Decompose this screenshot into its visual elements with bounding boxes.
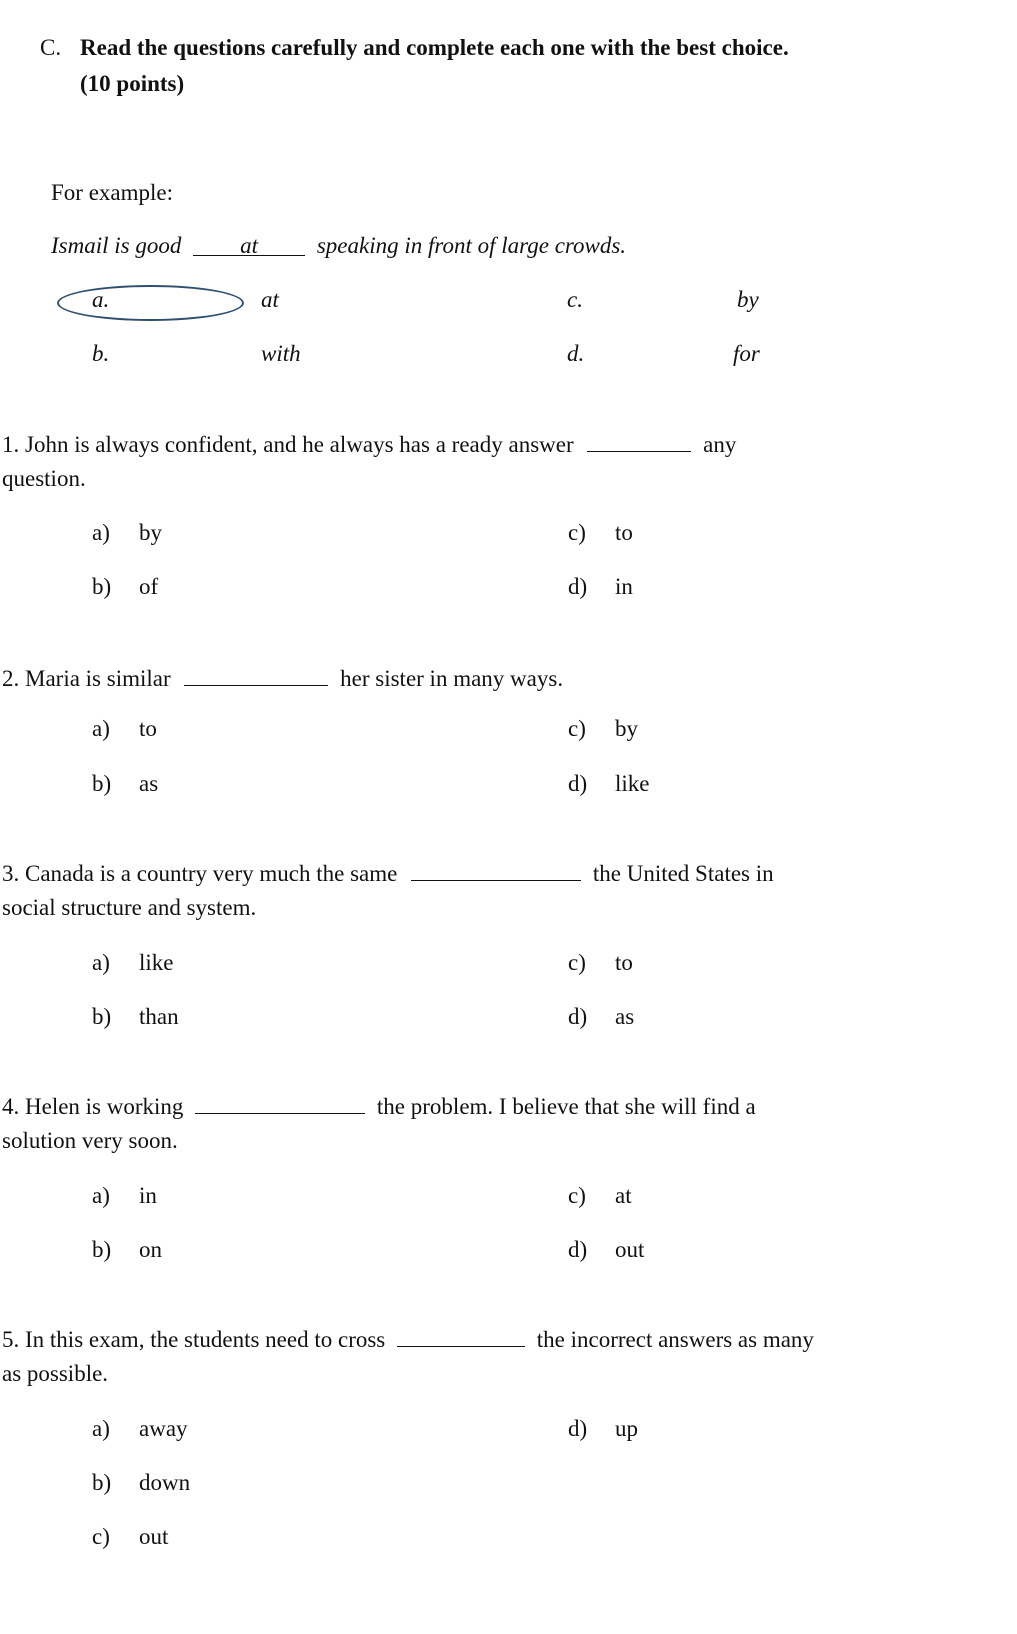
q5-option-a-text[interactable]: away [139,1416,188,1441]
q2-option-d-text[interactable]: like [615,771,650,796]
question-4-blank[interactable] [195,1092,365,1114]
q1-option-d-letter: d) [568,574,588,599]
section-points: (10 points) [80,71,185,96]
q5-option-c-text[interactable]: out [139,1524,169,1549]
example-option-b-letter: b. [92,341,110,366]
q1-option-d-text[interactable]: in [615,574,633,599]
q1-option-a-text[interactable]: by [139,520,162,545]
q5-option-c-letter: c) [92,1524,110,1549]
question-5 [2,1325,814,1351]
question-2 [2,664,563,690]
q1-option-a-letter: a) [92,520,110,545]
q3-option-d-letter: d) [568,1004,588,1029]
example-option-d-letter: d. [567,341,585,366]
q3-option-a-text[interactable]: like [139,950,174,975]
section-instruction: Read the questions carefully and complete each one with the best choice. [80,35,789,60]
q5-option-b-text[interactable]: down [139,1470,191,1495]
question-5-part1: 5. In this exam, the students need to cross [2,1327,386,1352]
q5-option-a-letter: a) [92,1416,110,1441]
q5-option-b-letter: b) [92,1470,112,1495]
example-option-d-text: for [733,341,760,366]
question-3-blank[interactable] [411,859,581,881]
example-option-a-letter: a. [92,287,110,312]
example-answer-blank [193,234,305,256]
question-2-blank[interactable] [184,664,328,686]
q4-option-c-text[interactable]: at [615,1183,632,1208]
question-1-line2: question. [2,466,86,491]
q5-option-d-text[interactable]: up [615,1416,638,1441]
q2-option-b-letter: b) [92,771,112,796]
q4-option-b-text[interactable]: on [139,1237,162,1262]
q2-option-a-letter: a) [92,716,110,741]
section-letter: C. [40,35,62,60]
question-5-part2: the incorrect answers as many [536,1327,814,1352]
q4-option-a-letter: a) [92,1183,110,1208]
example-sentence-end: speaking in front of large crowds. [316,233,627,258]
question-4 [2,1092,756,1118]
question-4-part2: the problem. I believe that she will find a [376,1094,756,1119]
example-intro: For example: [51,180,173,205]
question-3 [2,859,774,885]
q4-option-c-letter: c) [568,1183,586,1208]
q3-option-a-letter: a) [92,950,110,975]
q3-option-b-text[interactable]: than [139,1004,179,1029]
question-5-blank[interactable] [397,1325,525,1347]
q4-option-b-letter: b) [92,1237,112,1262]
q4-option-d-letter: d) [568,1237,588,1262]
question-1-blank[interactable] [587,430,691,452]
question-5-line2: as possible. [2,1361,109,1386]
question-1-part2: any [703,432,737,457]
example-option-a-text: at [261,287,279,312]
question-1-part1: 1. John is always confident, and he always has a ready answer [2,432,574,457]
example-option-c-letter: c. [567,287,583,312]
selected-answer-ellipse [57,285,244,321]
question-3-line2: social structure and system. [2,895,257,920]
q2-option-a-text[interactable]: to [139,716,157,741]
q4-option-a-text[interactable]: in [139,1183,157,1208]
q2-option-c-letter: c) [568,716,586,741]
question-1 [2,430,736,456]
q2-option-c-text[interactable]: by [615,716,638,741]
question-2-part1: 2. Maria is similar [2,666,171,691]
q2-option-d-letter: d) [568,771,588,796]
example-option-c-text: by [737,287,759,312]
q3-option-c-letter: c) [568,950,586,975]
question-3-part2: the United States in [592,861,774,886]
example-answer: at [240,233,259,258]
q3-option-c-text[interactable]: to [615,950,633,975]
q3-option-d-text[interactable]: as [615,1004,635,1029]
q3-option-b-letter: b) [92,1004,112,1029]
question-2-part2: her sister in many ways. [340,666,564,691]
q1-option-b-text[interactable]: of [139,574,159,599]
q5-option-d-letter: d) [568,1416,588,1441]
q4-option-d-text[interactable]: out [615,1237,645,1262]
q1-option-c-text[interactable]: to [615,520,633,545]
q1-option-b-letter: b) [92,574,112,599]
question-3-part1: 3. Canada is a country very much the same [2,861,398,886]
example-option-b-text: with [261,341,301,366]
question-4-line2: solution very soon. [2,1128,178,1153]
question-4-part1: 4. Helen is working [2,1094,184,1119]
example-sentence [51,234,626,257]
example-sentence-start: Ismail is good [51,233,182,258]
q2-option-b-text[interactable]: as [139,771,159,796]
q1-option-c-letter: c) [568,520,586,545]
